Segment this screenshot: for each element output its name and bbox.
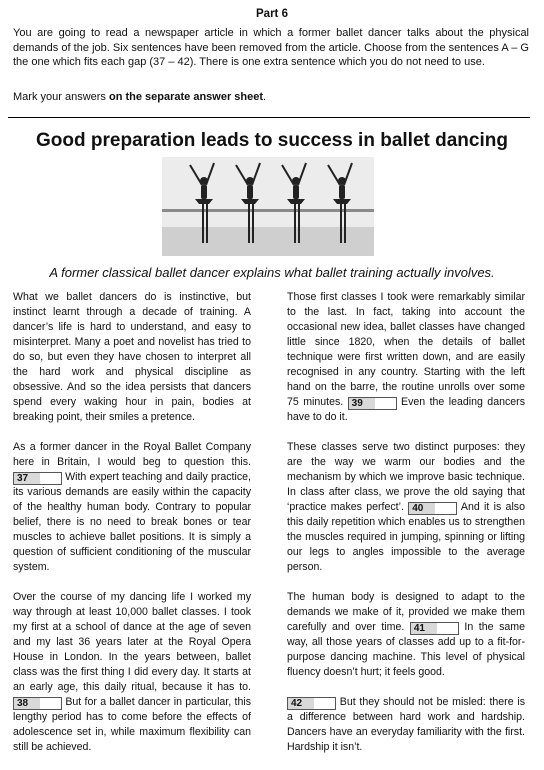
paragraph-5-text-after: And it is also this daily repetition which enables us to strengthen the muscles required in jumping, spinning or lifting our legs to angles impossible to the average person. [287, 501, 525, 573]
gap-42: 42 [287, 697, 336, 710]
part-heading: Part 6 [256, 8, 288, 20]
gap-38: 38 [13, 697, 62, 710]
paragraph-7-text: But they should not be misled: there is a difference between hard work and hardship. Dancers have an everyday familiarity with the first. Hardship it isn’t. [287, 696, 525, 753]
paragraph-1: What we ballet dancers do is instinctive, but instinct learnt through a decade of training. A dancer’s life is hard to understand, and easy to misinterpret. Many a poet and novelist has tried to do so, but even they have chosen to interpret all the hard work and physical discipline as obsessive. And so the idea persists that dancers spend every waking hour in pain, bodies at breaking point, their smiles a pretence. [13, 291, 251, 423]
paragraph-4-text-after: Even the leading dancers have to do it. [287, 396, 525, 423]
task-instructions: You are going to read a newspaper article in which a former ballet dancer talks about the physical demands of the job. Six sentences have been removed from the article. Choose from the sentences A – G the one which fits each gap (37 – 42). There is one extra sentence which you do not need to use. [13, 27, 529, 68]
paragraph-2-text-after: With expert teaching and daily practice, its various demands are easily within the capacity of the healthy human body. Contrary to popular belief, there is no need to break bones or tear muscles to achieve ballet positions. It is simply a question of sufficient conditioning of the muscular system. [13, 471, 251, 573]
mark-suffix: . [263, 91, 267, 103]
paragraph-5-text-before: These classes serve two distinct purposes: they are the way we warm our bodies and the mechanism by which we improve basic technique. In class after class, we prove the old saying that ‘practice makes perfect’. [287, 441, 525, 513]
gap-37: 37 [13, 472, 62, 485]
gap-41: 41 [410, 622, 459, 635]
paragraph-2 [13, 440, 251, 575]
paragraph-5 [287, 440, 525, 575]
paragraph-4 [287, 290, 525, 425]
mark-prefix: Mark your answers [13, 91, 109, 103]
ballet-dancers-photo [162, 157, 374, 256]
paragraph-3 [13, 590, 251, 755]
mark-bold: on the separate answer sheet [108, 91, 264, 103]
article-right-column [287, 290, 525, 770]
answer-sheet-instruction [13, 90, 529, 104]
article-subheadline: A former classical ballet dancer explains what ballet training actually involves. [49, 265, 495, 280]
article-headline: Good preparation leads to success in ballet dancing [36, 130, 508, 151]
paragraph-3-text-after: But for a ballet dancer in particular, this lengthy period has to come before the effects of adolescence set in, while maximum flexibility can still be achieved. [13, 696, 251, 753]
gap-40: 40 [408, 502, 457, 515]
paragraph-6 [287, 590, 525, 680]
paragraph-6-text-after: In the same way, all those years of classes add up to a fit-for-purpose dancing machine. This level of physical fluency doesn’t hurt; it feels good. [287, 621, 525, 678]
paragraph-6-text-before: The human body is designed to adapt to the demands we make of it, provided we make them carefully and over time. [287, 591, 525, 633]
paragraph-2-text-before: As a former dancer in the Royal Ballet Company here in Britain, I would beg to question this. [13, 441, 251, 468]
divider-rule [8, 117, 530, 118]
paragraph-7 [287, 695, 525, 755]
paragraph-3-text-before: Over the course of my dancing life I worked my way through at least 10,000 ballet classes. I took my first at a school of dance at the age of seven and my last 36 years later at the Royal Opera House in London. In the years between, ballet class was the first thing I did every day. It starts at an early age, this daily ritual, because it has to. [13, 591, 251, 693]
dancers-illustration [162, 157, 374, 256]
gap-39: 39 [348, 397, 397, 410]
paragraph-4-text-before: Those first classes I took were remarkably similar to the last. In fact, taking into account the occasional new idea, ballet classes have changed little since 1820, when the details of ballet technique were first written down, and are easily recognised in any country. Starting with the left hand on the barre, the routine unrolls over some 75 minutes. [287, 291, 525, 408]
article-left-column [13, 290, 251, 770]
